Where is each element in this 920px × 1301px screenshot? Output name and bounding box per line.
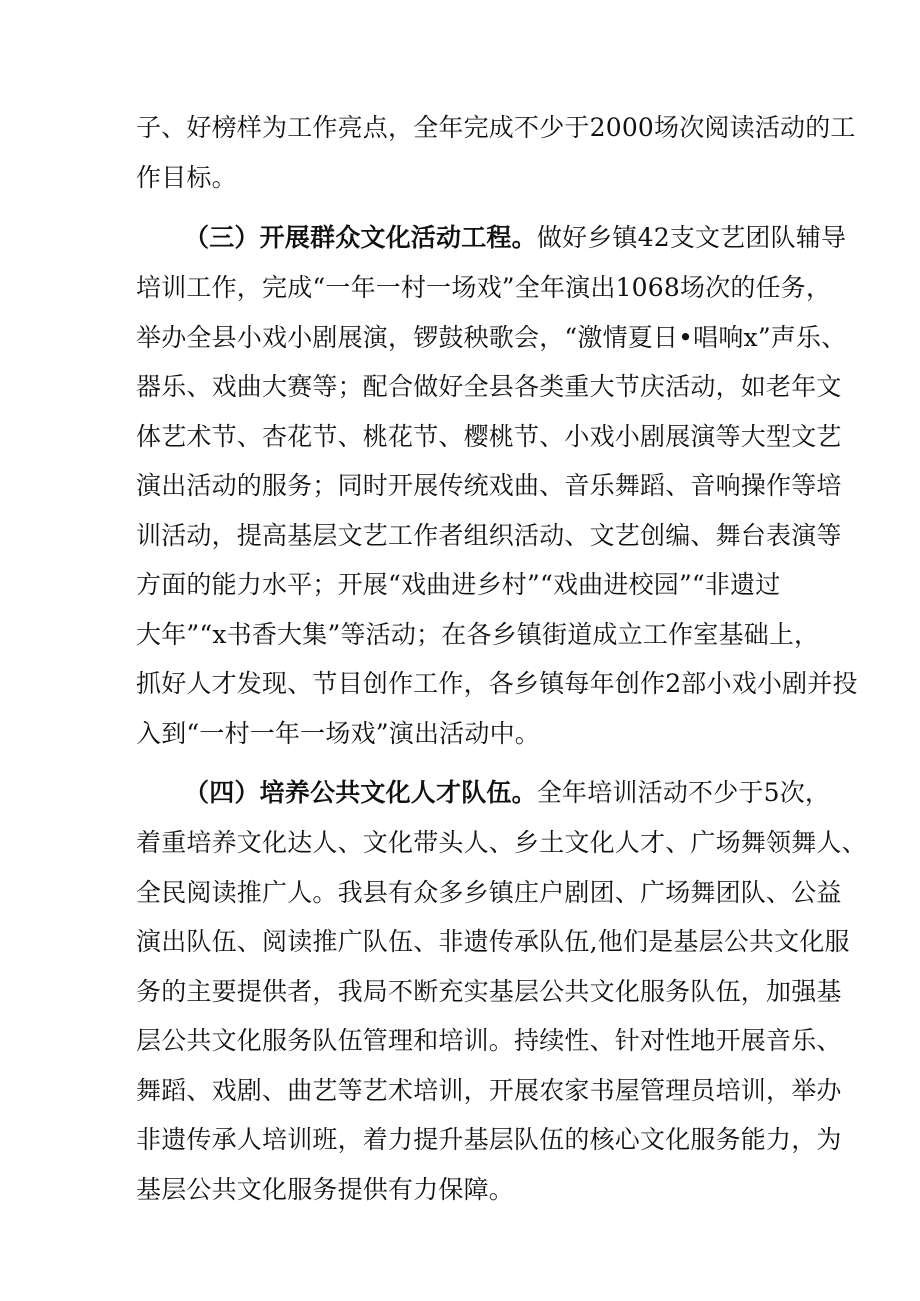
text-line: 着重培养文化达人、文化带头人、乡土文化人才、广场舞领舞人、: [136, 828, 867, 857]
section-4-first-line: [184, 773, 830, 813]
section-3-first-line-text: 做好乡镇42支文艺团队辅导: [536, 223, 847, 252]
text-line: 子、好榜样为工作亮点，全年完成不少于2000场次阅读活动的工: [136, 113, 856, 142]
text-line: 全民阅读推广人。我县有众多乡镇庄户剧团、广场舞团队、公益: [136, 878, 842, 907]
text-line: 舞蹈、戏剧、曲艺等艺术培训，开展农家书屋管理员培训，举办: [136, 1076, 842, 1105]
section-4-heading: （四）培养公共文化人才队伍。: [184, 778, 537, 807]
text-line: 基层公共文化服务提供有力保障。: [136, 1175, 515, 1204]
text-line: 举办全县小戏小剧展演，锣鼓秧歌会，“激情夏日•唱响x”声乐、: [136, 323, 847, 352]
text-line: 器乐、戏曲大赛等；配合做好全县各类重大节庆活动，如老年文: [136, 372, 842, 401]
text-line: 体艺术节、杏花节、桃花节、樱桃节、小戏小剧展演等大型文艺: [136, 422, 842, 451]
text-line: 培训工作，完成“一年一村一场戏”全年演出1068场次的任务，: [136, 273, 832, 302]
text-line: 训活动，提高基层文艺工作者组织活动、文艺创编、舞台表演等: [136, 521, 842, 550]
section-3-heading: （三）开展群众文化活动工程。: [184, 223, 537, 252]
section-4-first-line-text: 全年培训活动不少于5次，: [536, 778, 831, 807]
text-line: 抓好人才发现、节目创作工作，各乡镇每年创作2部小戏小剧并投: [136, 669, 858, 698]
text-line: 演出活动的服务；同时开展传统戏曲、音乐舞蹈、音响操作等培: [136, 471, 842, 500]
text-line: 非遗传承人培训班，着力提升基层队伍的核心文化服务能力，为: [136, 1125, 842, 1154]
text-line: 演出队伍、阅读推广队伍、非遗传承队伍,他们是基层公共文化服: [136, 927, 850, 956]
text-line: 大年”“x书香大集”等活动；在各乡镇街道成立工作室基础上，: [136, 620, 820, 649]
text-line: 方面的能力水平；开展“戏曲进乡村”“戏曲进校园”“非遗过: [136, 570, 781, 599]
section-3-first-line: [184, 218, 846, 258]
text-line: 层公共文化服务队伍管理和培训。持续性、针对性地开展音乐、: [136, 1026, 842, 1055]
text-line: 入到“一村一年一场戏”演出活动中。: [136, 719, 540, 748]
text-line: 务的主要提供者，我局不断充实基层公共文化服务队伍，加强基: [136, 977, 842, 1006]
text-line: 作目标。: [136, 163, 237, 192]
